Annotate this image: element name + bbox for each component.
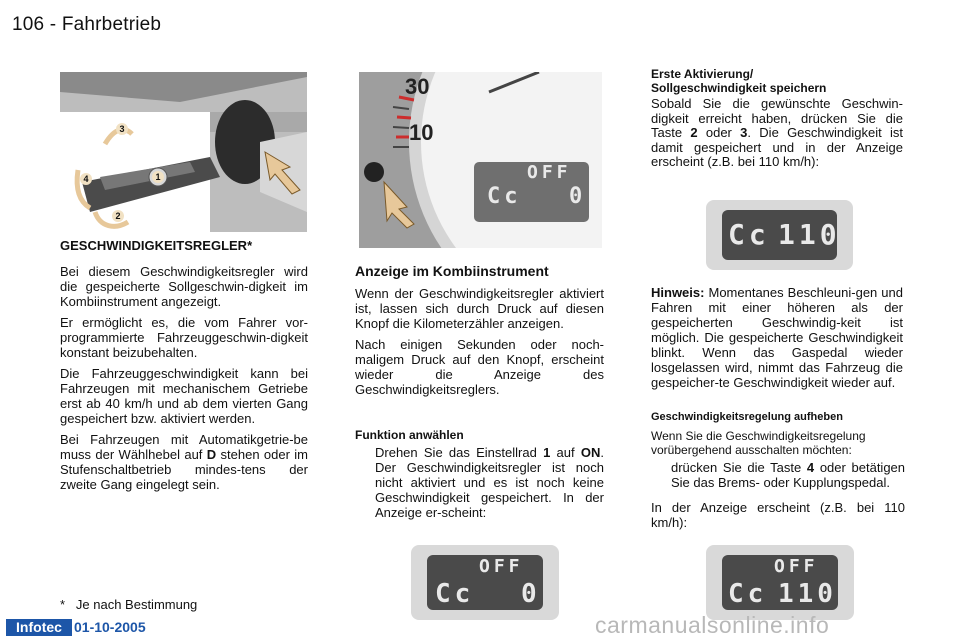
footer-date: 01-10-2005 — [74, 619, 146, 635]
section-heading-cruise-control: GESCHWINDIGKEITSREGLER* — [60, 238, 253, 253]
left-paragraph-1: Bei diesem Geschwindigkeitsregler wird die gespeicherte Sollgeschwin-digkeit im Kombiinstrument angezeigt. — [60, 264, 308, 309]
page-title: Fahrbetrieb — [61, 14, 162, 35]
lever-label-3: 3 — [116, 123, 128, 135]
right-note: Hinweis: Momentanes Beschleuni-gen und Fahren mit einer höheren als der gespeicherten Geschwindig-keit ist möglich. Die gespeicherte Geschwindigkeit blinkt. Wenn das Gaspedal wieder losgelassen wird, nimmt das Fahrzeug die gespeicher-te Geschwindigkeit wieder auf. — [651, 285, 903, 390]
subheading-first-activation: Erste Aktivierung/ Sollgeschwindigkeit speichern — [651, 67, 827, 95]
lcd-off-top: OFF — [479, 556, 524, 577]
lcd-set-right: 110 — [778, 218, 841, 251]
right-paragraph-3: In der Anzeige erscheint (z.B. bei 110 km/h): — [651, 500, 905, 530]
middle-body-text — [355, 286, 604, 403]
lcd-display-speed-set — [706, 200, 853, 270]
bullet-pointer-icon — [651, 460, 665, 490]
infotec-logo: Infotec — [6, 619, 72, 636]
lcd-off110-right: 110 — [778, 579, 837, 609]
left-body-text — [60, 264, 308, 498]
right-paragraph-2: Wenn Sie die Geschwindigkeitsregelung vorübergehend ausschalten möchten: — [651, 429, 866, 457]
gauge-lcd-top: OFF — [527, 162, 572, 183]
lcd-off-left: Cc — [435, 579, 475, 609]
right-bullet — [651, 460, 905, 490]
left-paragraph-3: Die Fahrzeuggeschwindigkeit kann bei Fahrzeugen mit mechanischem Getriebe erst ab 40 km/h und ab dem vierten Gang gespeichert bzw. aktiviert werden. — [60, 366, 308, 426]
watermark: carmanualsonline.info — [595, 612, 830, 638]
lcd-set-left: Cc — [728, 218, 770, 251]
subheading-cancel: Geschwindigkeitsregelung aufheben — [651, 411, 843, 423]
left-paragraph-2: Er ermöglicht es, die vom Fahrer vor-programmierte Fahrzeuggeschwin-digkeit konstant beizubehalten. — [60, 315, 308, 360]
right-paragraph-1: Sobald Sie die gewünschte Geschwin-digkeit erreicht haben, drücken Sie die Taste 2 oder 3. Die Geschwindigkeit ist damit gespeichert und in der Anzeige erscheint (z.B. bei 110 km/h): — [651, 96, 904, 169]
lcd-off110-top: OFF — [774, 556, 819, 577]
gauge-lcd-left: Cc — [487, 184, 522, 209]
lever-label-2: 2 — [112, 210, 124, 222]
lever-illustration — [60, 72, 307, 232]
header-separator: - — [49, 14, 57, 35]
gauge-label-30: 30 — [405, 74, 430, 99]
gauge-label-10: 10 — [409, 120, 434, 145]
middle-paragraph-1: Wenn der Geschwindigkeitsregler aktiviert ist, lassen sich durch Druck auf diesen Knopf die Kilometerzähler anzeigen. — [355, 286, 604, 331]
section-heading-display: Anzeige im Kombiinstrument — [355, 263, 549, 279]
middle-bullet-text: Drehen Sie das Einstellrad 1 auf ON. Der Geschwindigkeitsregler ist noch nicht aktiviert und es ist noch keine Geschwindigkeit gespeichert. In der Anzeige er-scheint: — [375, 445, 605, 520]
lever-label-1: 1 — [152, 171, 164, 183]
lcd-display-off — [411, 545, 559, 620]
page-header — [12, 14, 161, 36]
middle-paragraph-2: Nach einigen Sekunden oder noch-maligem Druck auf den Knopf, erscheint wieder die Anzeige des Geschwindigkeitsreglers. — [355, 337, 604, 397]
lever-drawing — [60, 72, 307, 232]
bullet-pointer-icon — [355, 445, 369, 520]
left-paragraph-4: Bei Fahrzeugen mit Automatikgetrie-be muss der Wählhebel auf D stehen oder im Stufenschaltbetrieb mindes-tens der zweite Gang eingelegt sein. — [60, 432, 309, 492]
lcd-off-right: 0 — [521, 579, 541, 609]
footnote: * Je nach Bestimmung — [60, 597, 198, 612]
lcd-off110-left: Cc — [728, 579, 768, 609]
page-number: 106 — [12, 14, 45, 35]
middle-bullet — [355, 445, 604, 520]
gauge-drawing — [359, 72, 602, 248]
lever-label-4: 4 — [80, 173, 92, 185]
gauge-lcd-right: 0 — [569, 184, 587, 209]
right-bullet-text: drücken Sie die Taste 4 oder betätigen Sie das Brems- oder Kupplungspedal. — [671, 460, 906, 490]
lcd-display-off-110 — [706, 545, 854, 620]
subheading-select-function: Funktion anwählen — [355, 428, 464, 442]
instrument-cluster-illustration — [359, 72, 602, 248]
